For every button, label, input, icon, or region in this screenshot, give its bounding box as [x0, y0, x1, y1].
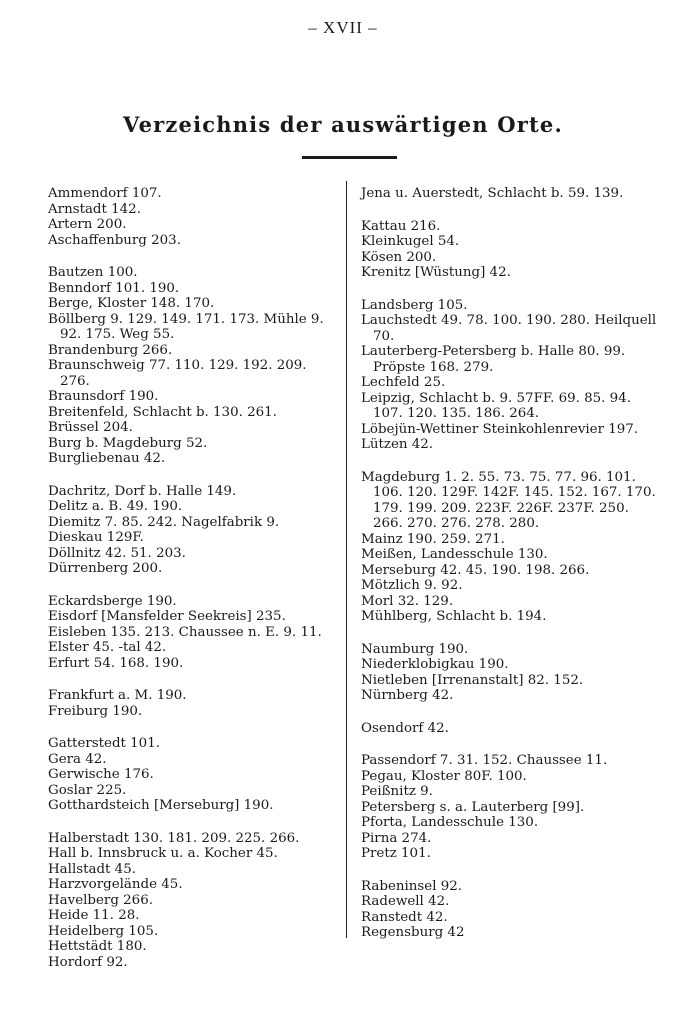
- index-entry: Merseburg 42. 45. 190. 198. 266.: [361, 562, 590, 578]
- index-entry: Niederklobigkau 190.: [361, 657, 509, 672]
- index-entry: Braunsdorf 190.: [48, 389, 159, 404]
- index-entry: Radewell 42.: [361, 894, 450, 909]
- index-entry: Arnstadt 142.: [48, 201, 141, 217]
- index-entry: Delitz a. B. 49. 190.: [48, 499, 183, 514]
- letter-group: [48, 736, 338, 814]
- index-entry: Leipzig, Schlacht b. 9. 57FF. 69. 85. 94. 107. 120. 135. 186. 264.: [361, 390, 631, 421]
- index-entry: Kattau 216.: [361, 218, 441, 234]
- index-entry: Dieskau 129F.: [48, 530, 144, 545]
- letter-group: [48, 594, 338, 672]
- index-entry: Diemitz 7. 85. 242. Nagelfabrik 9.: [48, 514, 280, 530]
- index-entry: Halberstadt 130. 181. 209. 225. 266.: [48, 830, 300, 846]
- index-entry: Mainz 190. 259. 271.: [361, 531, 505, 547]
- index-entry: Dürrenberg 200.: [48, 561, 163, 576]
- index-entry: Kösen 200.: [361, 249, 437, 265]
- index-entry: Pretz 101.: [361, 846, 431, 861]
- index-entry: Döllnitz 42. 51. 203.: [48, 545, 186, 561]
- letter-group: [361, 470, 661, 625]
- index-entry: Pforta, Landesschule 130.: [361, 815, 539, 830]
- index-entry: Rabeninsel 92.: [361, 878, 463, 894]
- letter-group: [48, 831, 338, 971]
- index-entry: Nietleben [Irrenanstalt] 82. 152.: [361, 672, 584, 688]
- index-entry: Regensburg 42: [361, 925, 465, 940]
- index-entry: Gerwische 176.: [48, 767, 154, 782]
- index-entry: Eckardsberge 190.: [48, 593, 177, 609]
- index-entry: Kleinkugel 54.: [361, 234, 460, 249]
- index-entry: Berge, Kloster 148. 170.: [48, 296, 215, 311]
- index-entry: Lauchstedt 49. 78. 100. 190. 280. Heilquell 70.: [361, 313, 657, 344]
- index-entry: Lechfeld 25.: [361, 375, 446, 390]
- index-entry: Benndorf 101. 190.: [48, 280, 180, 296]
- letter-group: [48, 186, 338, 248]
- index-entry: Hettstädt 180.: [48, 939, 147, 954]
- page-title: Verzeichnis der auswärtigen Orte.: [123, 112, 563, 137]
- index-entry: Frankfurt a. M. 190.: [48, 688, 187, 703]
- index-entry: Meißen, Landesschule 130.: [361, 547, 548, 562]
- letter-group: [361, 879, 661, 941]
- index-entry: Gotthardsteich [Merseburg] 190.: [48, 798, 274, 813]
- letter-group: [361, 753, 661, 862]
- letter-group: [48, 265, 338, 467]
- letter-group: [48, 688, 338, 719]
- index-entry: Burg b. Magdeburg 52.: [48, 435, 208, 451]
- letter-group: [48, 484, 338, 577]
- column-divider: [346, 181, 347, 938]
- index-entry: Aschaffenburg 203.: [48, 232, 181, 248]
- letter-group: [361, 721, 661, 737]
- index-entry: Petersberg s. a. Lauterberg [99].: [361, 799, 585, 815]
- index-entry: Landsberg 105.: [361, 297, 468, 313]
- index-entry: Erfurt 54. 168. 190.: [48, 655, 184, 671]
- index-entry: Burgliebenau 42.: [48, 451, 166, 466]
- index-entry: Ammendorf 107.: [48, 186, 162, 201]
- index-entry: Mühlberg, Schlacht b. 194.: [361, 609, 547, 624]
- index-entry: Hall b. Innsbruck u. a. Kocher 45.: [48, 846, 278, 861]
- index-entry: Lauterberg-Petersberg b. Halle 80. 99. Pröpste 168. 279.: [361, 344, 626, 375]
- index-entry: Hordorf 92.: [48, 954, 128, 970]
- index-entry: Brandenburg 266.: [48, 342, 173, 358]
- index-entry: Lützen 42.: [361, 437, 434, 452]
- index-entry: Havelberg 266.: [48, 892, 153, 908]
- index-entry: Passendorf 7. 31. 152. Chaussee 11.: [361, 753, 608, 768]
- letter-group: [361, 298, 661, 453]
- index-entry: Osendorf 42.: [361, 720, 449, 736]
- index-entry: Gera 42.: [48, 751, 107, 767]
- letter-group: [361, 219, 661, 281]
- index-entry: Jena u. Auerstedt, Schlacht b. 59. 139.: [361, 186, 624, 201]
- index-entry: Krenitz [Wüstung] 42.: [361, 265, 511, 280]
- index-entry: Ranstedt 42.: [361, 909, 448, 925]
- page-number: – XVII –: [308, 18, 378, 37]
- index-entry: Böllberg 9. 129. 149. 171. 173. Mühle 9. 92. 175. Weg 55.: [48, 311, 324, 342]
- index-entry: Pirna 274.: [361, 830, 432, 846]
- index-entry: Heidelberg 105.: [48, 923, 159, 939]
- index-entry: Naumburg 190.: [361, 641, 469, 657]
- index-entry: Dachritz, Dorf b. Halle 149.: [48, 483, 237, 499]
- index-entry: Elster 45. -tal 42.: [48, 640, 167, 655]
- index-entry: Magdeburg 1. 2. 55. 73. 75. 77. 96. 101. 106. 120. 129F. 142F. 145. 152. 167. 170. 179. 199. 209. 223F. 226F. 237F. 250. 266. 270. 276. 278. 280.: [361, 469, 656, 531]
- index-entry: Braunschweig 77. 110. 129. 192. 209. 276.: [48, 358, 307, 389]
- index-entry: Goslar 225.: [48, 782, 127, 798]
- index-entry: Nürnberg 42.: [361, 688, 454, 703]
- letter-group: [361, 642, 661, 704]
- index-entry: Harzvorgelände 45.: [48, 877, 183, 892]
- title-rule: [302, 156, 397, 159]
- index-entry: Mötzlich 9. 92.: [361, 578, 463, 593]
- index-entry: Freiburg 190.: [48, 703, 143, 719]
- index-entry: Heide 11. 28.: [48, 908, 140, 923]
- index-entry: Pegau, Kloster 80F. 100.: [361, 768, 527, 784]
- index-entry: Peißnitz 9.: [361, 784, 433, 799]
- index-entry: Löbejün-Wettiner Steinkohlenrevier 197.: [361, 421, 639, 437]
- index-entry: Artern 200.: [48, 217, 127, 232]
- letter-group: [361, 186, 661, 202]
- index-entry: Hallstadt 45.: [48, 861, 136, 877]
- right-column: [361, 186, 661, 958]
- index-entry: Brüssel 204.: [48, 420, 133, 435]
- index-entry: Gatterstedt 101.: [48, 736, 160, 751]
- index-entry: Morl 32. 129.: [361, 593, 454, 609]
- index-entry: Eisdorf [Mansfelder Seekreis] 235.: [48, 609, 286, 624]
- index-entry: Breitenfeld, Schlacht b. 130. 261.: [48, 404, 277, 420]
- index-entry: Bautzen 100.: [48, 265, 138, 280]
- left-column: [48, 186, 338, 987]
- index-entry: Eisleben 135. 213. Chaussee n. E. 9. 11.: [48, 624, 322, 640]
